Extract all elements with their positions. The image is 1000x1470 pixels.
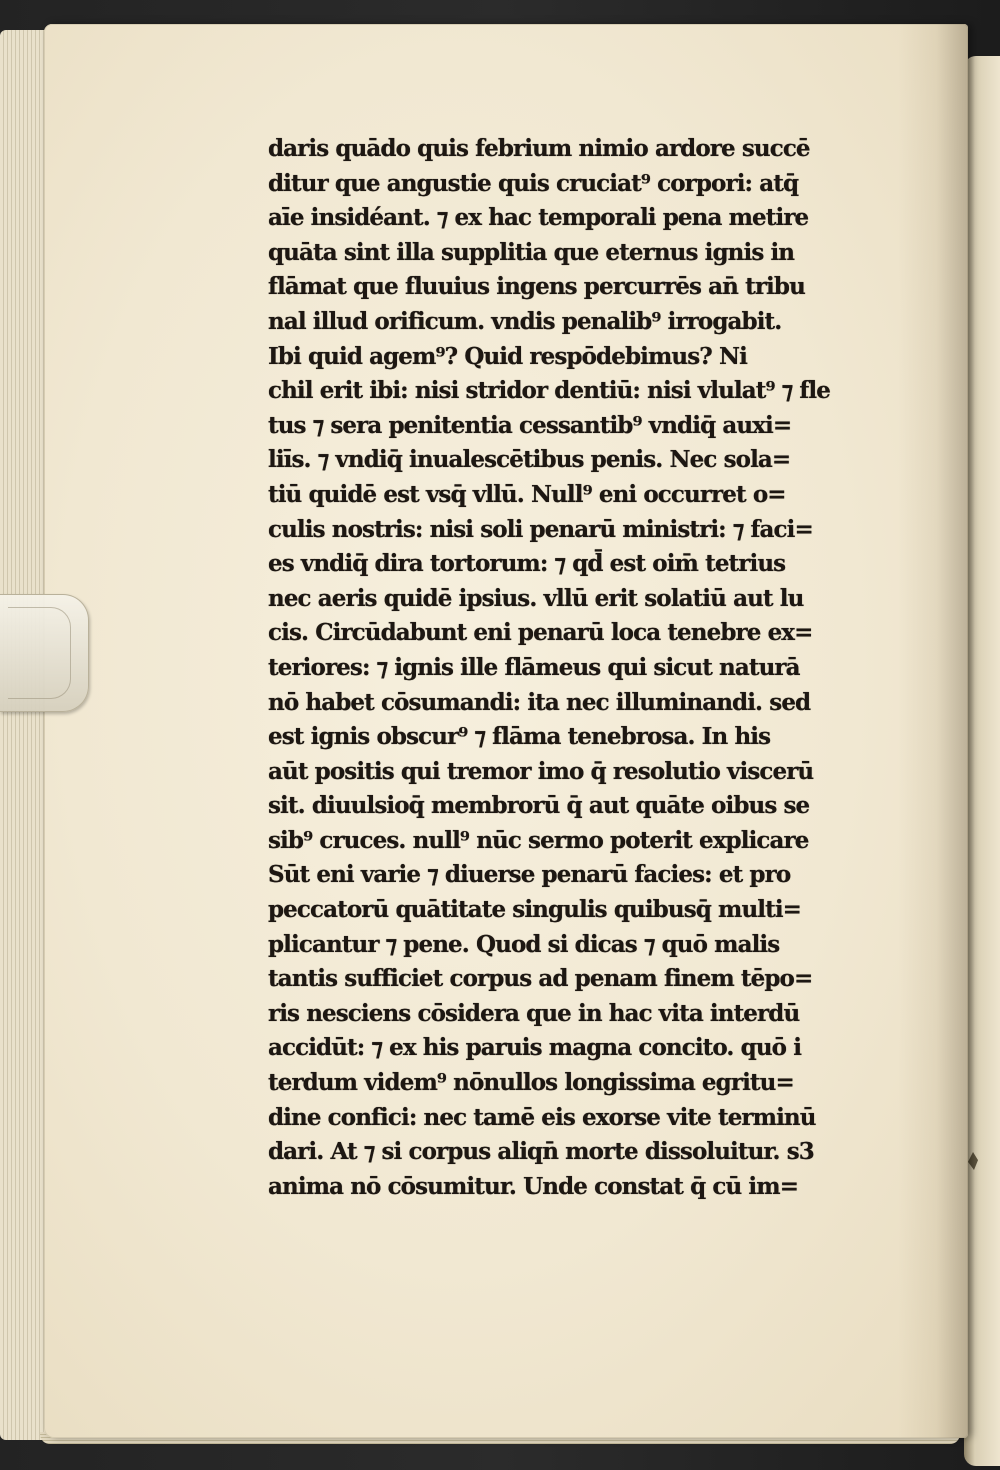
- text-line: daris quādo quis febrium nimio ardore succē: [268, 135, 810, 162]
- page-clip-icon: [0, 594, 89, 712]
- text-line: nal illud orificum. vndis penalib⁹ irrogabit.: [268, 307, 782, 335]
- text-line: ditur que angustie quis cruciat⁹ corpori: atq̄: [268, 169, 799, 197]
- text-line: nō habet cōsumandi: ita nec illuminandi. sed: [268, 688, 811, 716]
- text-line: accidūt: ⁊ ex his paruis magna concito. quō i: [268, 1034, 802, 1062]
- text-line: sit. diuulsioq̄ membrorū q̄ aut quāte oibus se: [268, 792, 810, 820]
- text-line: Sūt eni varie ⁊ diuerse penarū facies: et pro: [268, 861, 791, 889]
- text-line: flāmat que fluuius ingens percurrēs an̄ tribu: [268, 273, 805, 301]
- text-line: tus ⁊ sera penitentia cessantib⁹ vndiq̄ auxi=: [268, 411, 792, 439]
- page-text-block: [268, 132, 908, 1204]
- text-line: plicantur ⁊ pene. Quod si dicas ⁊ quō malis: [268, 930, 780, 958]
- text-line: culis nostris: nisi soli penarū ministri: ⁊ faci=: [268, 515, 813, 543]
- text-line: anima nō cōsumitur. Unde constat q̄ cū im=: [268, 1172, 799, 1200]
- text-line: dari. At ⁊ si corpus aliqn̄ morte dissoluitur. s3: [268, 1138, 814, 1166]
- page-gutter-shadow: [898, 24, 968, 1438]
- text-line: liīs. ⁊ vndiq̄ inualescētibus penis. Nec sola=: [268, 446, 791, 474]
- text-line: terdum videm⁹ nōnullos longissima egritu=: [268, 1069, 794, 1097]
- text-line: quāta sint illa supplitia que eternus ignis in: [268, 238, 795, 266]
- text-line: es vndiq̄ dira tortorum: ⁊ qd̄ est oim̄ tetrius: [268, 550, 786, 578]
- text-line: cis. Circūdabunt eni penarū loca tenebre ex=: [268, 619, 813, 647]
- text-line: tantis sufficiet corpus ad penam finem tēpo=: [268, 965, 813, 993]
- facing-page-edge: [964, 56, 1000, 1466]
- text-line: sib⁹ cruces. null⁹ nūc sermo poterit explicare: [268, 826, 809, 854]
- text-line: Ibi quid agem⁹? Quid respōdebimus? Ni: [268, 342, 747, 370]
- ink-mark: [968, 1152, 978, 1170]
- text-line: chil erit ibi: nisi stridor dentiū: nisi vlulat⁹ ⁊ fle: [268, 377, 830, 405]
- text-line: aīe insidéant. ⁊ ex hac temporali pena metire: [268, 204, 809, 232]
- text-line: dine confici: nec tamē eis exorse vite terminū: [268, 1103, 816, 1131]
- text-line: tiū quidē est vsq̄ vllū. Null⁹ eni occurret o=: [268, 480, 786, 508]
- text-line: peccatorū quātitate singulis quibusq̄ multi=: [268, 896, 802, 924]
- text-line: ris nesciens cōsidera que in hac vita interdū: [268, 999, 800, 1027]
- text-line: nec aeris quidē ipsius. vllū erit solatiū aut lu: [268, 584, 804, 612]
- text-line: est ignis obscur⁹ ⁊ flāma tenebrosa. In his: [268, 723, 771, 751]
- text-line: teriores: ⁊ ignis ille flāmeus qui sicut naturā: [268, 653, 800, 681]
- page-clip-inner: [8, 607, 71, 699]
- text-line: aūt positis qui tremor imo q̄ resolutio viscerū: [268, 757, 814, 785]
